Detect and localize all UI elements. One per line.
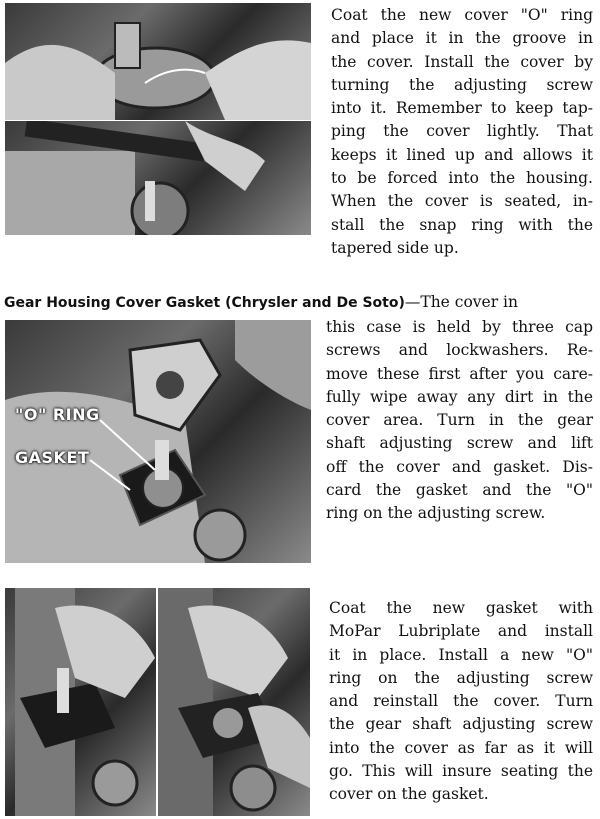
paragraph-remove-cover — [326, 316, 593, 526]
section-heading-title: Gear Housing Cover Gasket (Chrysler and De Soto) — [4, 295, 405, 311]
paragraph-line: the gear shaft adjusting screw — [329, 715, 593, 734]
paragraph-line: ring on the adjusting screw. — [326, 504, 546, 523]
paragraph-line: Coat the new gasket with — [329, 599, 593, 617]
callout-gasket: GASKET — [15, 448, 90, 467]
paragraph-line: into it. Remember to keep tap- — [331, 99, 593, 118]
paragraph-line: into the cover as far as it will — [329, 738, 593, 757]
paragraph-line: fully wipe away any dirt in the — [326, 387, 593, 406]
paragraph-line: shaft adjusting screw and lift — [326, 434, 593, 453]
paragraph-line: Coat the new cover "O" ring — [331, 6, 593, 24]
paragraph-line: and reinstall the cover. Turn — [329, 692, 593, 711]
paragraph-line: this case is held by three cap — [326, 318, 593, 336]
paragraph-line: ping the cover lightly. That — [331, 122, 593, 141]
paragraph-line: ring on the adjusting screw — [329, 668, 593, 687]
section-heading-continuation: —The cover in — [404, 293, 518, 311]
paragraph-line: turning the adjusting screw — [331, 75, 593, 94]
paragraph-line: off the cover and gasket. Dis- — [326, 457, 593, 476]
photo-install-gasket-art — [5, 588, 156, 816]
photo-install-cover — [5, 121, 311, 235]
paragraph-line: MoPar Lubriplate and install — [329, 622, 593, 641]
paragraph-line: go. This will insure seating the — [329, 762, 593, 781]
paragraph-line: screws and lockwashers. Re- — [326, 341, 593, 360]
paragraph-line: cover area. Turn in the gear — [326, 411, 593, 430]
paragraph-line: it in place. Install a new "O" — [329, 645, 593, 664]
photo-reinstall-cover — [158, 588, 310, 816]
paragraph-line: the cover. Install the cover by — [331, 52, 593, 71]
paragraph-line: keeps it lined up and allows it — [331, 145, 593, 164]
photo-install-gasket — [5, 588, 156, 816]
paragraph-line: stall the snap ring with the — [331, 215, 593, 234]
paragraph-line: When the cover is seated, in- — [331, 192, 593, 211]
paragraph-line: move these first after you care- — [326, 364, 593, 383]
paragraph-line: to be forced into the housing. — [331, 169, 593, 188]
paragraph-reinstall-cover — [329, 597, 593, 807]
photo-cover-o-ring — [5, 3, 311, 120]
photo-gear-housing-cover — [5, 320, 311, 563]
section-heading — [4, 291, 596, 315]
photo-gear-housing-cover-art — [5, 320, 311, 563]
paragraph-line: tapered side up. — [331, 238, 459, 257]
photo-reinstall-cover-art — [158, 588, 310, 816]
paragraph-line: and place it in the groove in — [331, 29, 593, 48]
paragraph-install-cover — [331, 4, 593, 260]
paragraph-line: cover on the gasket. — [329, 785, 489, 804]
photo-install-cover-art — [5, 121, 311, 235]
photo-cover-o-ring-art — [5, 3, 311, 120]
paragraph-line: card the gasket and the "O" — [326, 481, 593, 500]
callout-o-ring: "O" RING — [15, 405, 100, 424]
